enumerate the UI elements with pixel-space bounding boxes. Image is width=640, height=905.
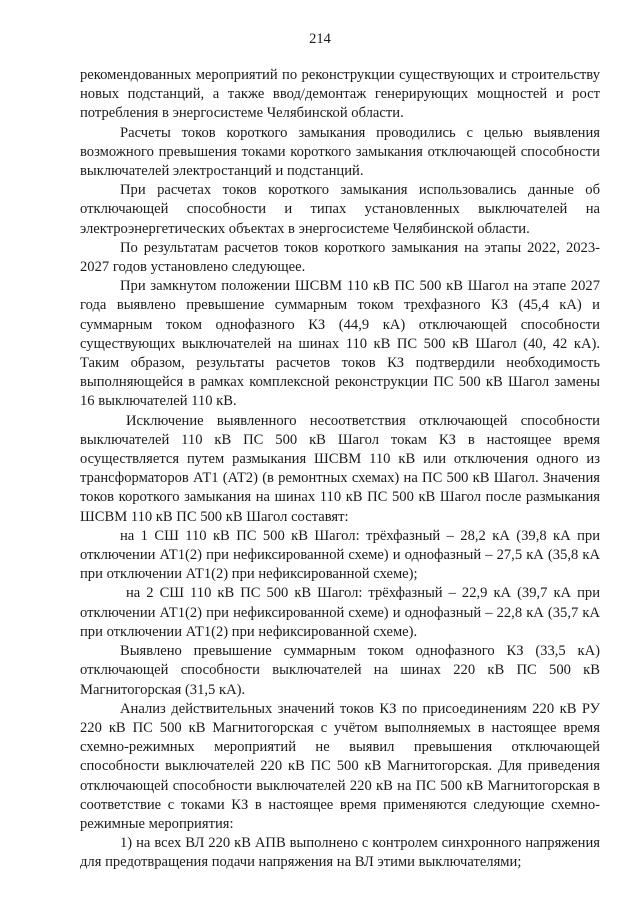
paragraph: При расчетах токов короткого замыкания использовались данные об отключающей способности и типах установленных выключателей на электроэнергетических объектах в энергосистеме Челябинской области. [80,182,600,237]
document-body [80,66,600,873]
list-item: на 2 СШ 110 кВ ПС 500 кВ Шагол: трёхфазный – 22,9 кА (39,7 кА при отключении АТ1(2) при нефиксированной схеме) и однофазный – 22,8 кА (35,7 кА при отключении АТ1(2) при нефиксированной схеме). [80,585,600,640]
paragraph: Анализ действительных значений токов КЗ по присоединениям 220 кВ РУ 220 кВ ПС 500 кВ Магнитогорская с учётом выполняемых в настоящее время схемно-режимных мероприятий не выявил превышения отключающей способности выключателей 220 кВ ПС 500 кВ Магнитогорская. Для приведения отключающей способности выключателей 220 кВ на ПС 500 кВ Магнитогорская в соответствие с токами КЗ в настоящее время применяются следующие схемно-режимные мероприятия: [80,700,600,832]
paragraph: Исключение выявленного несоответствия отключающей способности выключателей 110 кВ ПС 500 кВ Шагол токам КЗ в настоящее время осуществляется путем размыкания ШСВМ 110 кВ или отключения одного из трансформаторов АТ1 (АТ2) (в ремонтных схемах) на ПС 500 кВ Шагол. Значения токов короткого замыкания на шинах 110 кВ ПС 500 кВ Шагол после размыкания ШСВМ 110 кВ ПС 500 кВ Шагол составят: [80,412,600,525]
list-item: на 1 СШ 110 кВ ПС 500 кВ Шагол: трёхфазный – 28,2 кА (39,8 кА при отключении АТ1(2) при нефиксированной схеме) и однофазный – 27,5 кА (35,8 кА при отключении АТ1(2) при нефиксированной схеме); [80,527,600,583]
paragraph: Расчеты токов короткого замыкания проводились с целью выявления возможного превышения токами короткого замыкания отключающей способности выключателей электростанций и подстанций. [80,124,600,180]
paragraph: При замкнутом положении ШСВМ 110 кВ ПС 500 кВ Шагол на этапе 2027 года выявлено превышение суммарным током трехфазного КЗ (45,4 кА) и суммарным током однофазного КЗ (44,9 кА) отключающей способности существующих выключателей на шинах 110 кВ ПС 500 кВ Шагол (40, 42 кА). Таким образом, результаты расчетов токов КЗ подтвердили необходимость выполняющейся в рамках комплексной реконструкции ПС 500 кВ Шагол замены 16 выключателей 110 кВ. [80,278,600,410]
paragraph: Выявлено превышение суммарным током однофазного КЗ (33,5 кА) отключающей способности выключателей на шинах 220 кВ ПС 500 кВ Магнитогорская (31,5 кА). [80,643,600,698]
paragraph: рекомендованных мероприятий по реконструкции существующих и строительству новых подстанций, а также ввод/демонтаж генерирующих мощностей и рост потребления в энергосистеме Челябинской области. [80,67,600,122]
page-number: 214 [309,31,331,47]
list-item: 1) на всех ВЛ 220 кВ АПВ выполнено с контролем синхронного напряжения для предотвращения подачи напряжения на ВЛ этими выключателями; [80,835,600,871]
paragraph: По результатам расчетов токов короткого замыкания на этапы 2022, 2023-2027 годов установлено следующее. [80,239,600,276]
